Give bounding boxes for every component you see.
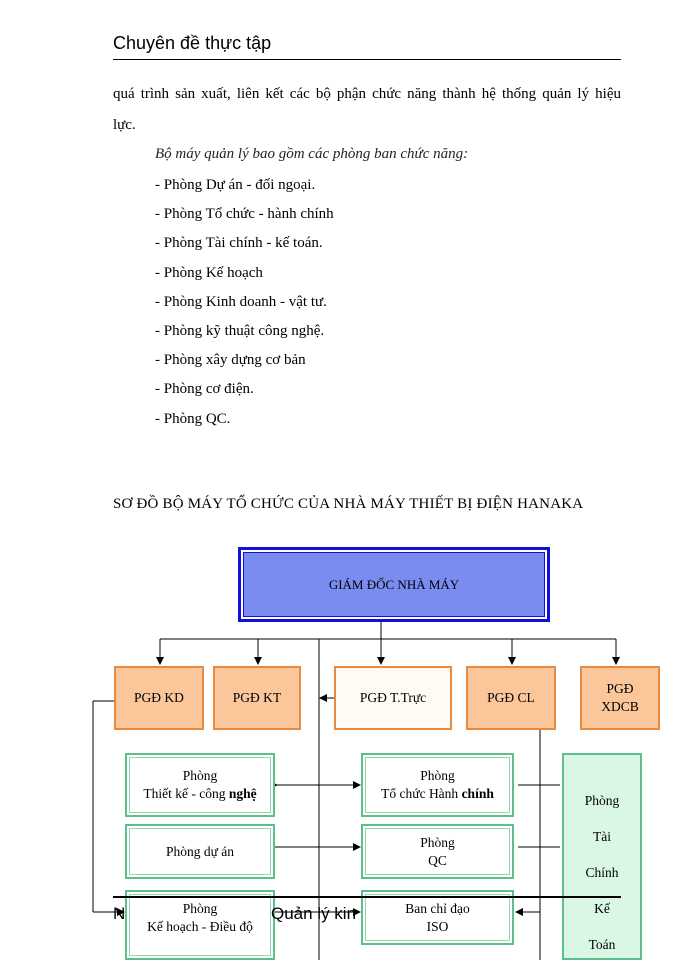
room-design-line2 xyxy=(143,785,256,803)
room-box-project: Phòng dự án xyxy=(125,824,275,879)
finance-line: Tài xyxy=(593,829,611,844)
intro-line-2: lực. xyxy=(113,117,136,133)
departments-lead: Bộ máy quản lý bao gồm các phòng ban chức năng: xyxy=(155,146,469,162)
finance-line: Phòng xyxy=(584,793,620,808)
room-design-line2b: nghệ xyxy=(228,786,257,801)
room-box-planning xyxy=(125,890,275,960)
room-box-admin xyxy=(361,753,514,817)
room-box-qc xyxy=(361,824,514,879)
footer-right-text: Quản lý kin xyxy=(271,904,357,923)
list-item: - Phòng xây dựng cơ bản xyxy=(155,352,306,369)
room-design-line1: Phòng xyxy=(182,768,218,783)
room-box-design-tech xyxy=(125,753,275,817)
room-box-iso xyxy=(361,890,514,945)
deputy-box-ttruc: PGĐ T.Trực xyxy=(334,666,452,730)
room-admin-line1: Phòng xyxy=(420,768,455,783)
deputy-box-kd: PGĐ KD xyxy=(114,666,204,730)
deputy-box-xdcb xyxy=(580,666,660,730)
room-iso-line1: Ban chỉ đạo xyxy=(405,900,470,916)
page-header-title: Chuyên đề thực tập xyxy=(113,33,272,53)
list-item: - Phòng QC. xyxy=(155,410,231,427)
list-item: - Phòng Dự án - đối ngoại. xyxy=(155,177,316,193)
room-iso-line2: ISO xyxy=(426,918,449,934)
director-box: GIÁM ĐỐC NHÀ MÁY xyxy=(238,547,550,622)
deputy-box-kt: PGĐ KT xyxy=(213,666,301,730)
finance-line: Toán xyxy=(588,937,616,952)
intro-line-1: quá trình sản xuất, liên kết các bộ phận chức năng thành hệ thống quản lý hiệu xyxy=(113,86,621,102)
finance-line: Chính xyxy=(585,865,619,880)
list-item: - Phòng cơ điện. xyxy=(155,381,254,398)
org-chart-title: SƠ ĐỒ BỘ MÁY TỔ CHỨC CỦA NHÀ MÁY THIẾT BỊ ĐIỆN HANAKA xyxy=(113,496,584,512)
footer-rule xyxy=(113,896,621,898)
room-admin-line2b: chính xyxy=(461,786,494,801)
deputy-xdcb-line2: XDCB xyxy=(601,699,639,714)
list-item: - Phòng Tài chính - kế toán. xyxy=(155,235,323,252)
room-qc-line1: Phòng xyxy=(420,834,455,850)
list-item: - Phòng Kinh doanh - vật tư. xyxy=(155,293,327,310)
room-planning-line2: Kế hoạch - Điều độ xyxy=(147,919,253,934)
deputy-box-cl: PGĐ CL xyxy=(466,666,556,730)
list-item: - Phòng Tổ chức - hành chính xyxy=(155,206,334,223)
footer-left-text: N xyxy=(113,904,126,923)
room-admin-line2 xyxy=(381,785,494,803)
room-planning-line1: Phòng xyxy=(182,901,218,916)
deputy-xdcb-line1: PGĐ xyxy=(606,681,634,696)
room-box-finance xyxy=(562,753,642,960)
finance-line: Kế xyxy=(594,901,610,916)
room-qc-line2: QC xyxy=(428,852,447,868)
room-admin-line2a: Tổ chức Hành xyxy=(381,786,462,801)
list-item: - Phòng kỹ thuật công nghệ. xyxy=(155,322,325,339)
room-design-line2a: Thiết kế - công xyxy=(143,786,229,801)
list-item: - Phòng Kế hoạch xyxy=(155,264,263,281)
